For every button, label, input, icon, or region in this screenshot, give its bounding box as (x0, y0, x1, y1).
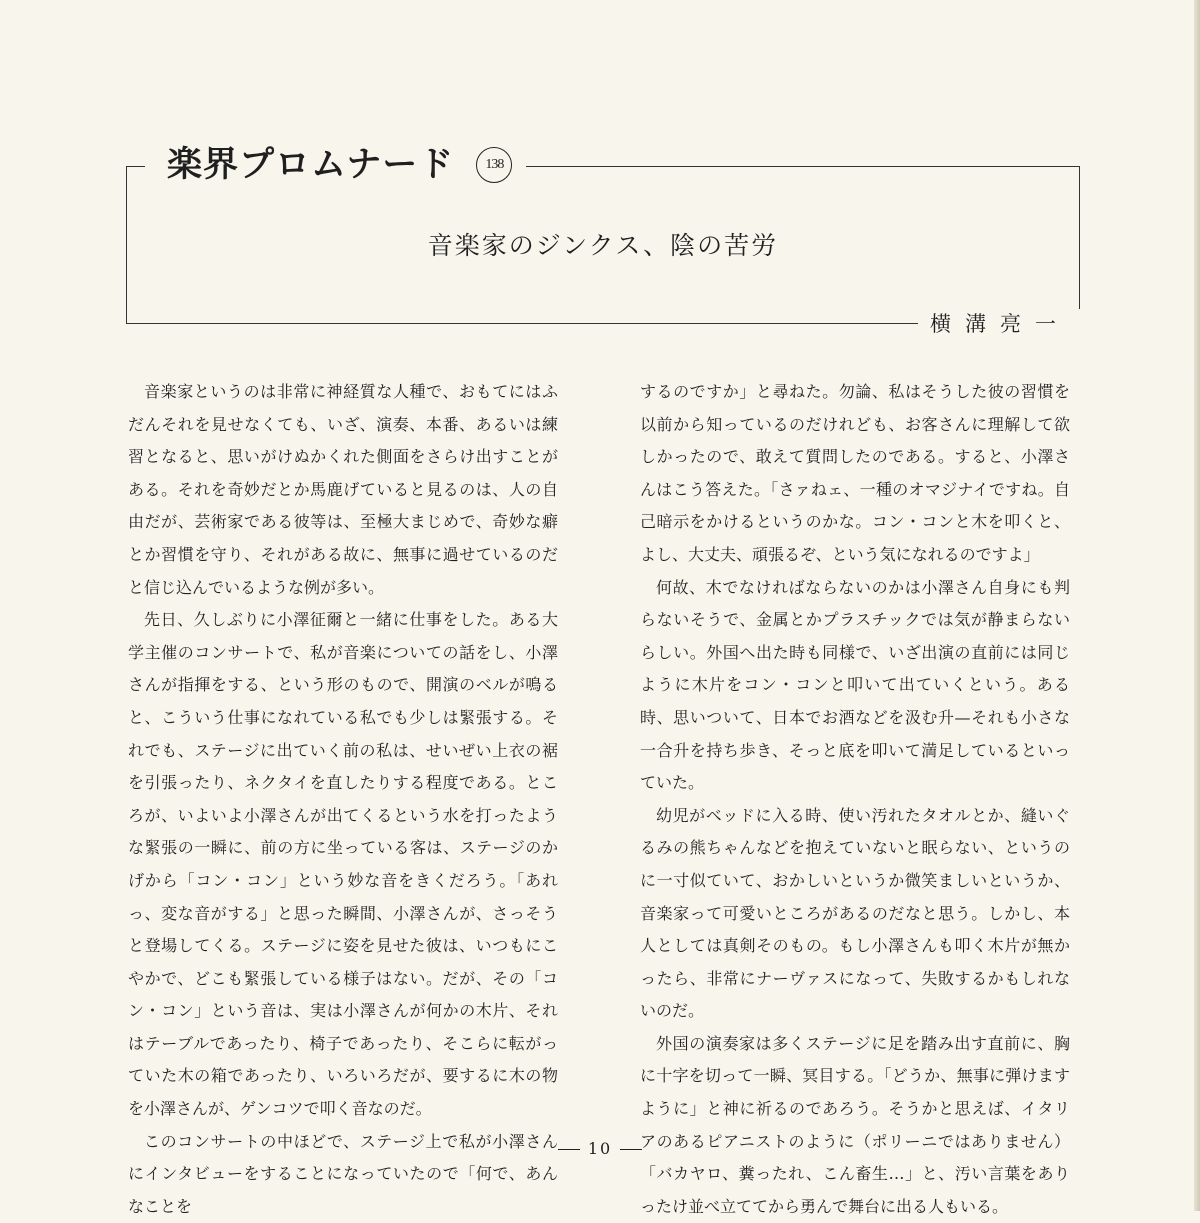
paragraph: 先日、久しぶりに小澤征爾と一緒に仕事をした。ある大学主催のコンサートで、私が音楽についての話をし、小澤さんが指揮をする、という形のもので、開演のベルが鳴ると、こういう仕事になれている私でも少しは緊張する。それでも、ステージに出ていく前の私は、せいぜい上衣の裾を引張ったり、ネクタイを直したりする程度である。ところが、いよいよ小澤さんが出てくるという水を打ったような緊張の一瞬に、前の方に坐っている客は、ステージのかげから「コン・コン」という妙な音をきくだろう。「あれっ、変な音がする」と思った瞬間、小澤さんが、さっそうと登場してくる。ステージに姿を見せた彼は、いつもにこやかで、どこも緊張している様子はない。だが、その「コン・コン」という音は、実は小澤さんが何かの木片、それはテーブルであったり、椅子であったり、そこらに転がっていた木の箱であったり、いろいろだが、要するに木の物を小澤さんが、ゲンコツで叩く音なのだ。 (128, 610, 558, 1119)
right-column (640, 376, 1070, 1223)
article-headline: 音楽家のジンクス、陰の苦労 (427, 231, 779, 260)
paragraph: 幼児がベッドに入る時、使い汚れたタオルとか、縫いぐるみの熊ちゃんなどを抱えていないと眠らない、というのに一寸似ていて、おかしいというか微笑ましいというか、音楽家って可愛いところがあるのだなと思う。しかし、本人としては真剣そのもの。もし小澤さんも叩く木片が無かったら、非常にナーヴァスになって、失敗するかもしれないのだ。 (640, 805, 1070, 1021)
page-number (0, 1139, 1200, 1158)
left-column (128, 376, 558, 1223)
paragraph: 何故、木でなければならないのかは小澤さん自身にも判らないそうで、金属とかプラスチックでは気が静まらないらしい。外国へ出た時も同様で、いざ出演の直前には同じように木片をコン・コンと叩いて出ていくという。ある時、思いついて、日本でお酒などを汲む升—それも小さな一合升を持ち歩き、そっと底を叩いて満足しているといっていた。 (640, 577, 1070, 793)
dash-left (558, 1149, 580, 1150)
paragraph: 外国の演奏家は多くステージに足を踏み出す直前に、胸に十字を切って一瞬、冥目する。「どうか、無事に弾けますように」と神に祈るのであろう。そうかと思えば、イタリアのあるピアニストのように（ポリーニではありません）「バカヤロ、糞ったれ、こん畜生…」と、汚い言葉をありったけ並べ立ててから勇んで舞台に出る人もいる。 (640, 1033, 1070, 1216)
dash-right (620, 1149, 642, 1150)
paragraph: 音楽家というのは非常に神経質な人種で、おもてにはふだんそれを見せなくても、いざ、演奏、本番、あるいは練習となると、思いがけぬかくれた側面をさらけ出すことがある。それを奇妙だとか馬鹿げていると見るのは、人の自由だが、芸術家である彼等は、至極大まじめで、奇妙な癖とか習慣を守り、それがある故に、無事に過せているのだと信じ込んでいるような例が多い。 (128, 382, 558, 597)
paragraph: このコンサートの中ほどで、ステージ上で私が小澤さんにインタビューをすることになっていたので「何で、あんなことを (128, 1131, 558, 1216)
series-title-block (145, 140, 526, 190)
page-binding-edge (1194, 0, 1200, 1211)
author-name: 横溝亮一 (918, 309, 1080, 339)
series-title: 楽界プロムナード (167, 145, 455, 185)
paragraph-continuation: するのですか」と尋ねた。勿論、私はそうした彼の習慣を以前から知っているのだけれども、お客さんに理解して欲しかったので、敢えて質問したのである。すると、小澤さんはこう答えた。「さァねェ、一種のオマジナイですね。自己暗示をかけるというのかな。コン・コンと木を叩くと、よし、大丈夫、頑張るぞ、という気になれるのですよ」 (640, 382, 1070, 564)
page-number-value: 10 (587, 1139, 613, 1158)
series-number-badge: 138 (476, 147, 512, 183)
